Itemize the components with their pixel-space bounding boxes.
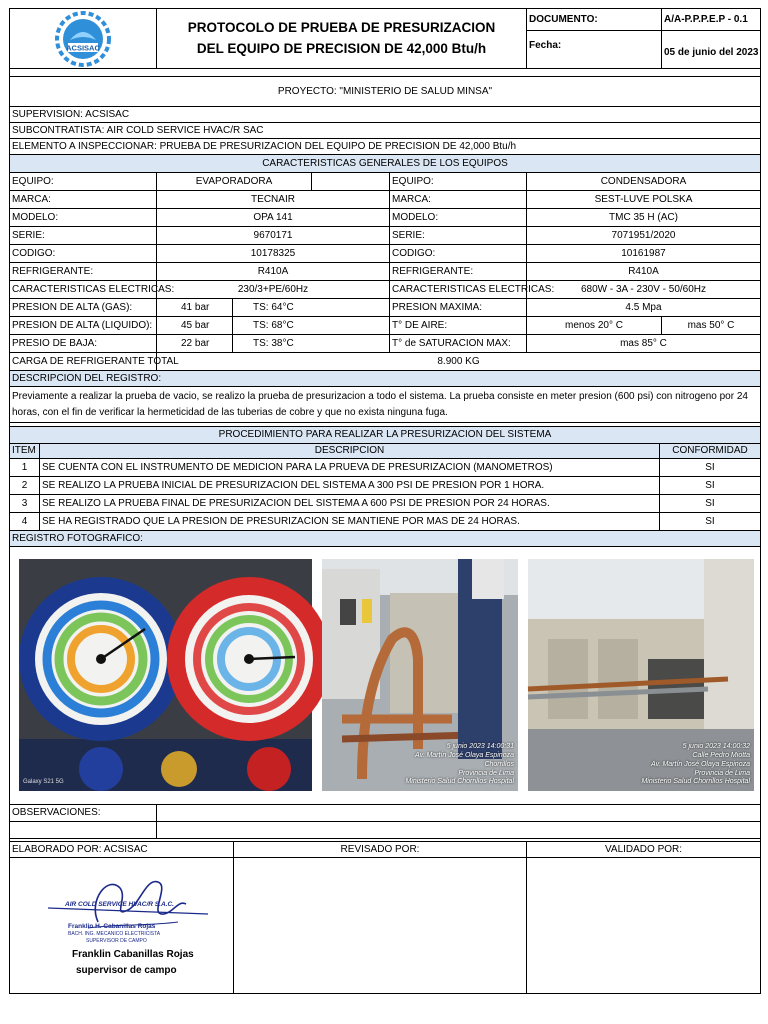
document-title: PROTOCOLO DE PRUEBA DE PRESURIZACION DEL EQUIPO DE PRECISION DE 42,000 Btu/h: [157, 9, 527, 69]
signature-title-1: BACH. ING. MECANICO ELECTRICISTA: [68, 931, 161, 937]
procedure-description: SE HA REGISTRADO QUE LA PRESION DE PRESURIZACION SE MANTIENE POR MAS DE 24 HORAS.: [40, 513, 660, 531]
procedure-conformidad: SI: [660, 477, 760, 495]
observaciones-line-2[interactable]: [157, 822, 760, 839]
presion-baja-label: PRESIO DE BAJA:: [10, 335, 157, 353]
header-spacer: [10, 69, 760, 77]
t-aire-label: T° DE AIRE:: [390, 317, 527, 335]
procedure-item-number: 1: [10, 459, 40, 477]
procedimiento-title: PROCEDIMIENTO PARA REALIZAR LA PRESURIZACION DEL SISTEMA: [10, 427, 760, 444]
elaborado-por: ELABORADO POR: ACSISAC: [10, 842, 234, 858]
fecha-label: Fecha:: [527, 31, 662, 69]
equip-right-label: EQUIPO:: [390, 173, 527, 191]
presion-alta-gas-label: PRESION DE ALTA (GAS):: [10, 299, 157, 317]
signer-role: supervisor de campo: [76, 965, 177, 976]
firma-elaborado-box: [10, 858, 234, 993]
equip-right-value: CONDENSADORA: [527, 173, 760, 191]
observaciones-label: OBSERVACIONES:: [10, 805, 157, 822]
equip-right-label: MODELO:: [390, 209, 527, 227]
company-stamp: AIR COLD SERVICE HVAC/R S.A.C.: [65, 901, 174, 908]
logo-text: ACSISAC: [66, 43, 100, 52]
firma-revisado-box: [234, 858, 527, 993]
t-aire-min: menos 20° C: [527, 317, 662, 335]
photo-stamp-line: 5 junio 2023 14:00:31: [446, 743, 514, 751]
t-saturacion-label: T° de SATURACION MAX:: [390, 335, 527, 353]
photo-rooftop-units: [528, 559, 754, 791]
photo-stamp-line: Av. Martín José Olaya Espinoza: [415, 752, 514, 759]
caracteristicas-title: CARACTERISTICAS GENERALES DE LOS EQUIPOS: [10, 155, 760, 173]
procedure-item-number: 4: [10, 513, 40, 531]
photo-stamp-line: Provincia de Lima: [694, 769, 750, 777]
equip-right-value: 10161987: [527, 245, 760, 263]
equip-left-label: MODELO:: [10, 209, 157, 227]
equip-left-blank: [312, 173, 390, 191]
equip-left-label: REFRIGERANTE:: [10, 263, 157, 281]
procedure-conformidad: SI: [660, 495, 760, 513]
firma-validado-box: [527, 858, 760, 993]
equip-left-label: CARACTERISTICAS ELECTRICAS:: [10, 281, 157, 299]
signature-name: Franklin H. Cabanillas Rojas: [68, 923, 156, 930]
presion-maxima-value: 4.5 Mpa: [527, 299, 760, 317]
presion-alta-liq-ts: TS: 68°C: [233, 317, 390, 335]
equip-left-value: 10178325: [157, 245, 390, 263]
presion-baja-ts: TS: 38°C: [233, 335, 390, 353]
presion-maxima-label: PRESION MAXIMA:: [390, 299, 527, 317]
col-descripcion-header: DESCRIPCION: [40, 444, 660, 459]
subcontratista: SUBCONTRATISTA: AIR COLD SERVICE HVAC/R SAC: [10, 123, 760, 139]
photo-caption: Galaxy S21 5G: [23, 779, 64, 785]
equip-right-value: SEST-LUVE POLSKA: [527, 191, 760, 209]
protocol-sheet: [9, 8, 761, 994]
equip-left-value: TECNAIR: [157, 191, 390, 209]
carga-label: CARGA DE REFRIGERANTE TOTAL: [10, 353, 157, 371]
presion-alta-gas-value: 41 bar: [157, 299, 233, 317]
photo-stamp-line: Provincia de Lima: [458, 769, 514, 777]
elemento-inspeccionar: ELEMENTO A INSPECCIONAR: PRUEBA DE PRESURIZACION DEL EQUIPO DE PRECISION DE 42,000 Btu/h: [10, 139, 760, 155]
t-aire-max: mas 50° C: [662, 317, 760, 335]
equip-left-value: 230/3+PE/60Hz: [157, 281, 390, 299]
carga-value: 8.900 KG: [157, 353, 760, 371]
procedure-description: SE CUENTA CON EL INSTRUMENTO DE MEDICION PARA LA PRUEVA DE PRESURIZACION (MANOMETROS): [40, 459, 660, 477]
photo-manometers: [19, 559, 312, 791]
equip-right-value: 680W - 3A - 230V - 50/60Hz: [527, 281, 760, 299]
equip-right-label: CARACTERISTICAS ELECTRICAS:: [390, 281, 527, 299]
descripcion-registro-text: Previamente a realizar la prueba de vacio, se realizo la prueba de presurizacion a todo el sistema. La prueba consiste en meter presion (600 psi) con nitrogeno por 24 horas, con el fin de verificar la hermeticidad de las tuberias de cobre y que no exista ninguna fuga.: [10, 387, 760, 423]
equip-right-label: CODIGO:: [390, 245, 527, 263]
proyecto: PROYECTO: "MINISTERIO DE SALUD MINSA": [10, 77, 760, 107]
photo-copper-pipes: [322, 559, 518, 791]
photo-stamp-line: Calle Pedro Miotta: [692, 752, 750, 759]
descripcion-registro-title: DESCRIPCION DEL REGISTRO:: [10, 371, 760, 387]
presion-alta-gas-ts: TS: 64°C: [233, 299, 390, 317]
equip-left-label: CODIGO:: [10, 245, 157, 263]
col-item-header: ITEM: [10, 444, 40, 459]
equip-right-value: TMC 35 H (AC): [527, 209, 760, 227]
manometer-gauges-image: [19, 559, 312, 791]
procedure-conformidad: SI: [660, 513, 760, 531]
procedure-description: SE REALIZO LA PRUEBA INICIAL DE PRESURIZACION DEL SISTEMA A 300 PSI DE PRESION POR 1 HORA.: [40, 477, 660, 495]
signature-title-2: SUPERVISOR DE CAMPO: [86, 938, 147, 944]
equip-right-value: 7071951/2020: [527, 227, 760, 245]
equip-left-value: OPA 141: [157, 209, 390, 227]
equip-left-label: MARCA:: [10, 191, 157, 209]
fecha-value: 05 de junio del 2023: [662, 31, 760, 69]
photo-stamp-line: Ministerio Salud Chorrillos Hospital: [405, 778, 514, 786]
equip-right-value: R410A: [527, 263, 760, 281]
photo-stamp-1: [405, 743, 514, 787]
presion-alta-liq-value: 45 bar: [157, 317, 233, 335]
documento-label: DOCUMENTO:: [527, 9, 662, 31]
col-conformidad-header: CONFORMIDAD: [660, 444, 760, 459]
validado-por: VALIDADO POR:: [527, 842, 760, 858]
equip-left-value: R410A: [157, 263, 390, 281]
revisado-por: REVISADO POR:: [234, 842, 527, 858]
presion-baja-value: 22 bar: [157, 335, 233, 353]
photo-stamp-line: Chorrillos: [484, 760, 514, 768]
observaciones-blank: [10, 822, 157, 839]
equip-right-label: MARCA:: [390, 191, 527, 209]
procedure-description: SE REALIZO LA PRUEBA FINAL DE PRESURIZACION DEL SISTEMA A 600 PSI DE PRESION POR 24 HORAS.: [40, 495, 660, 513]
procedure-conformidad: SI: [660, 459, 760, 477]
documento-value: A/A-P.P.P.E.P - 0.1: [662, 9, 760, 31]
presion-alta-liq-label: PRESION DE ALTA (LIQUIDO):: [10, 317, 157, 335]
equip-right-label: REFRIGERANTE:: [390, 263, 527, 281]
equip-right-label: SERIE:: [390, 227, 527, 245]
procedure-item-number: 2: [10, 477, 40, 495]
logo-cell: [10, 9, 157, 69]
photo-stamp-2: [641, 743, 750, 787]
t-saturacion-value: mas 85° C: [527, 335, 760, 353]
supervision: SUPERVISION: ACSISAC: [10, 107, 760, 123]
photo-stamp-line: Av. Martín José Olaya Espinoza: [651, 760, 750, 768]
equip-left-label: EQUIPO:: [10, 173, 157, 191]
registro-fotografico-title: REGISTRO FOTOGRAFICO:: [10, 531, 760, 547]
photo-stamp-line: Ministerio Salud Chorrillos Hospital: [641, 778, 750, 786]
acsisac-logo-icon: [50, 10, 116, 68]
equip-left-value: EVAPORADORA: [157, 173, 312, 191]
equip-left-value: 9670171: [157, 227, 390, 245]
photo-stamp-line: 5 junio 2023 14:00:32: [682, 743, 750, 751]
observaciones-line-1[interactable]: [157, 805, 760, 822]
equip-left-label: SERIE:: [10, 227, 157, 245]
signer-name: Franklin Cabanillas Rojas: [72, 949, 194, 960]
procedure-item-number: 3: [10, 495, 40, 513]
